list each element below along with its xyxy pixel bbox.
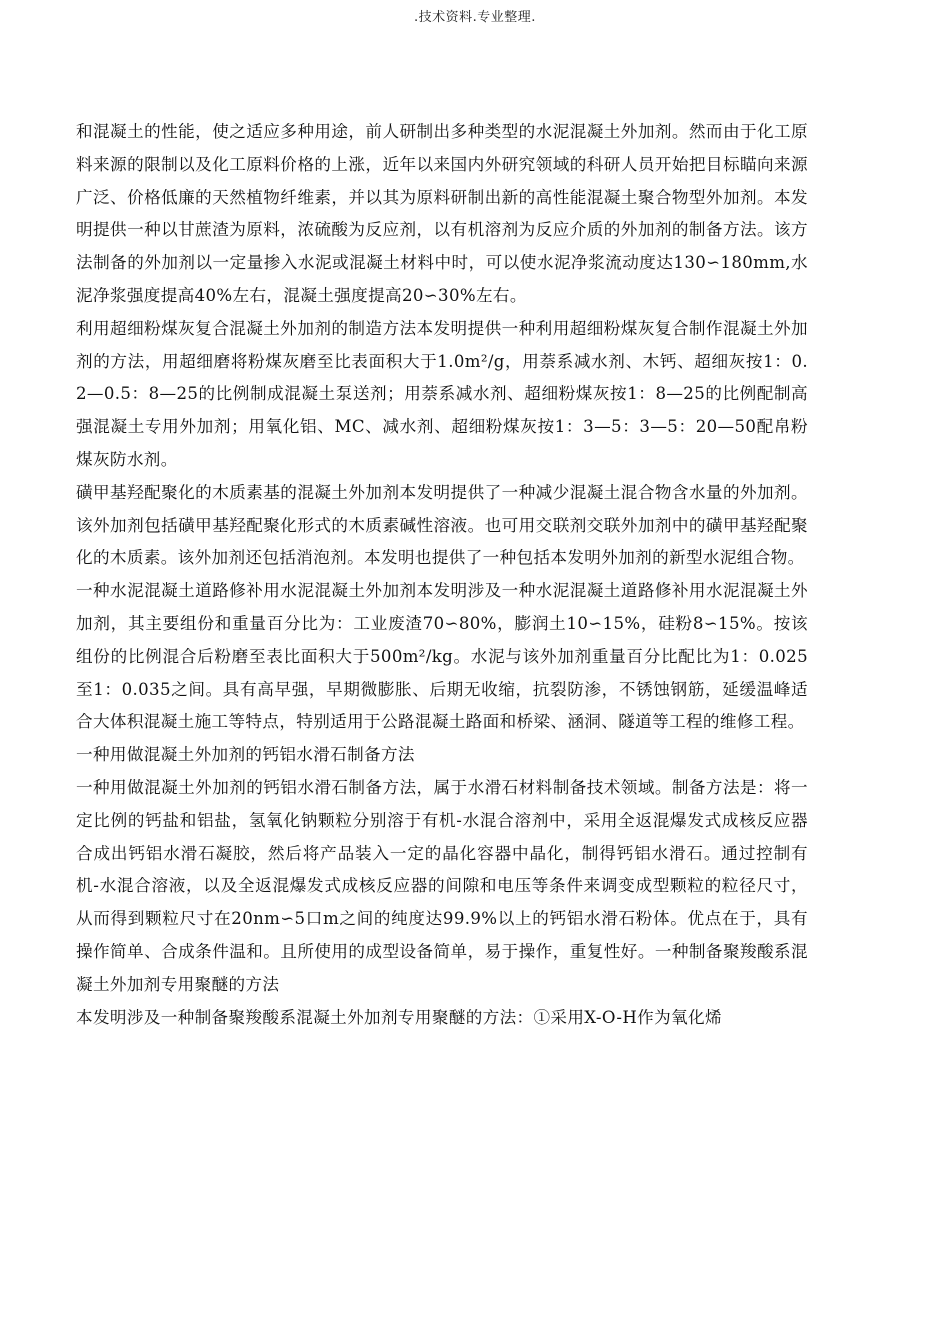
paragraph-3: 磺甲基羟配聚化的木质素基的混凝土外加剂本发明提供了一种减少混凝土混合物含水量的外加剂。该外加剂包括磺甲基羟配聚化形式的木质素碱性溶液。也可用交联剂交联外加剂中的磺甲基羟配聚化的木质素。该外加剂还包括消泡剂。本发明也提供了一种包括本发明外加剂的新型水泥组合物。 bbox=[76, 482, 808, 568]
page-header: .技术资料.专业整理. bbox=[414, 10, 536, 25]
paragraph-5: 一种用做混凝土外加剂的钙铝水滑石制备方法，属于水滑石材料制备技术领域。制备方法是：将一定比例的钙盐和铝盐，氢氧化钠颗粒分别溶于有机-水混合溶剂中，采用全返混爆发式成核反应器合成出钙铝水滑石凝胶，然后将产品装入一定的晶化容器中晶化，制得钙铝水滑石。通过控制有机-水混合溶液，以及全返混爆发式成核反应器的间隙和电压等条件来调变成型颗粒的粒径尺寸，从而得到颗粒尺寸在20nm∽5口m之间的纯度达99.9%以上的钙铝水滑石粉体。优点在于，具有操作简单、合成条件温和。且所使用的成型设备简单，易于操作，重复性好。一种制备聚羧酸系混凝土外加剂专用聚醚的方法 bbox=[76, 777, 808, 994]
paragraph-4: 一种水泥混凝土道路修补用水泥混凝土外加剂本发明涉及一种水泥混凝土道路修补用水泥混凝土外加剂，其主要组份和重量百分比为：工业废渣70∽80%，膨润土10∽15%，硅粉8∽15%。按该组份的比例混合后粉磨至表比面积大于500m²/kg。水泥与该外加剂重量百分比配比为1：0.025至1：0.035之间。具有高早强，早期微膨胀、后期无收缩，抗裂防渗，不锈蚀钢筋，延缓温峰适合大体积混凝土施工等特点，特别适用于公路混凝土路面和桥梁、涵洞、隧道等工程的维修工程。 bbox=[76, 581, 808, 732]
paragraph-1: 和混凝土的性能，使之适应多种用途，前人研制出多种类型的水泥混凝土外加剂。然而由于化工原料来源的限制以及化工原料价格的上涨，近年以来国内外研究领域的科研人员开始把目标瞄向来源广泛、价格低廉的天然植物纤维素，并以其为原料研制出新的高性能混凝土聚合物型外加剂。本发明提供一种以甘蔗渣为原料，浓硫酸为反应剂，以有机溶剂为反应介质的外加剂的制备方法。该方法制备的外加剂以一定量掺入水泥或混凝土材料中时，可以使水泥净浆流动度达130∽180mm,水泥净浆强度提高40%左右，混凝土强度提高20∽30%左右。 bbox=[76, 122, 808, 305]
paragraph-6: 本发明涉及一种制备聚羧酸系混凝土外加剂专用聚醚的方法：①采用X-O-H作为氧化烯 bbox=[76, 1007, 722, 1027]
document-body bbox=[76, 116, 808, 1034]
section-heading: 一种用做混凝土外加剂的钙铝水滑石制备方法 bbox=[76, 745, 415, 765]
paragraph-2: 利用超细粉煤灰复合混凝土外加剂的制造方法本发明提供一种利用超细粉煤灰复合制作混凝土外加剂的方法，用超细磨将粉煤灰磨至比表面积大于1.0m²/g，用萘系减水剂、木钙、超细灰按1：0.2—0.5：8—25的比例制成混凝土泵送剂；用萘系减水剂、超细粉煤灰按1：8—25的比例配制高强混凝土专用外加剂；用氧化铝、MC、减水剂、超细粉煤灰按1：3—5：3—5：20—50配帛粉煤灰防水剂。 bbox=[76, 318, 808, 469]
